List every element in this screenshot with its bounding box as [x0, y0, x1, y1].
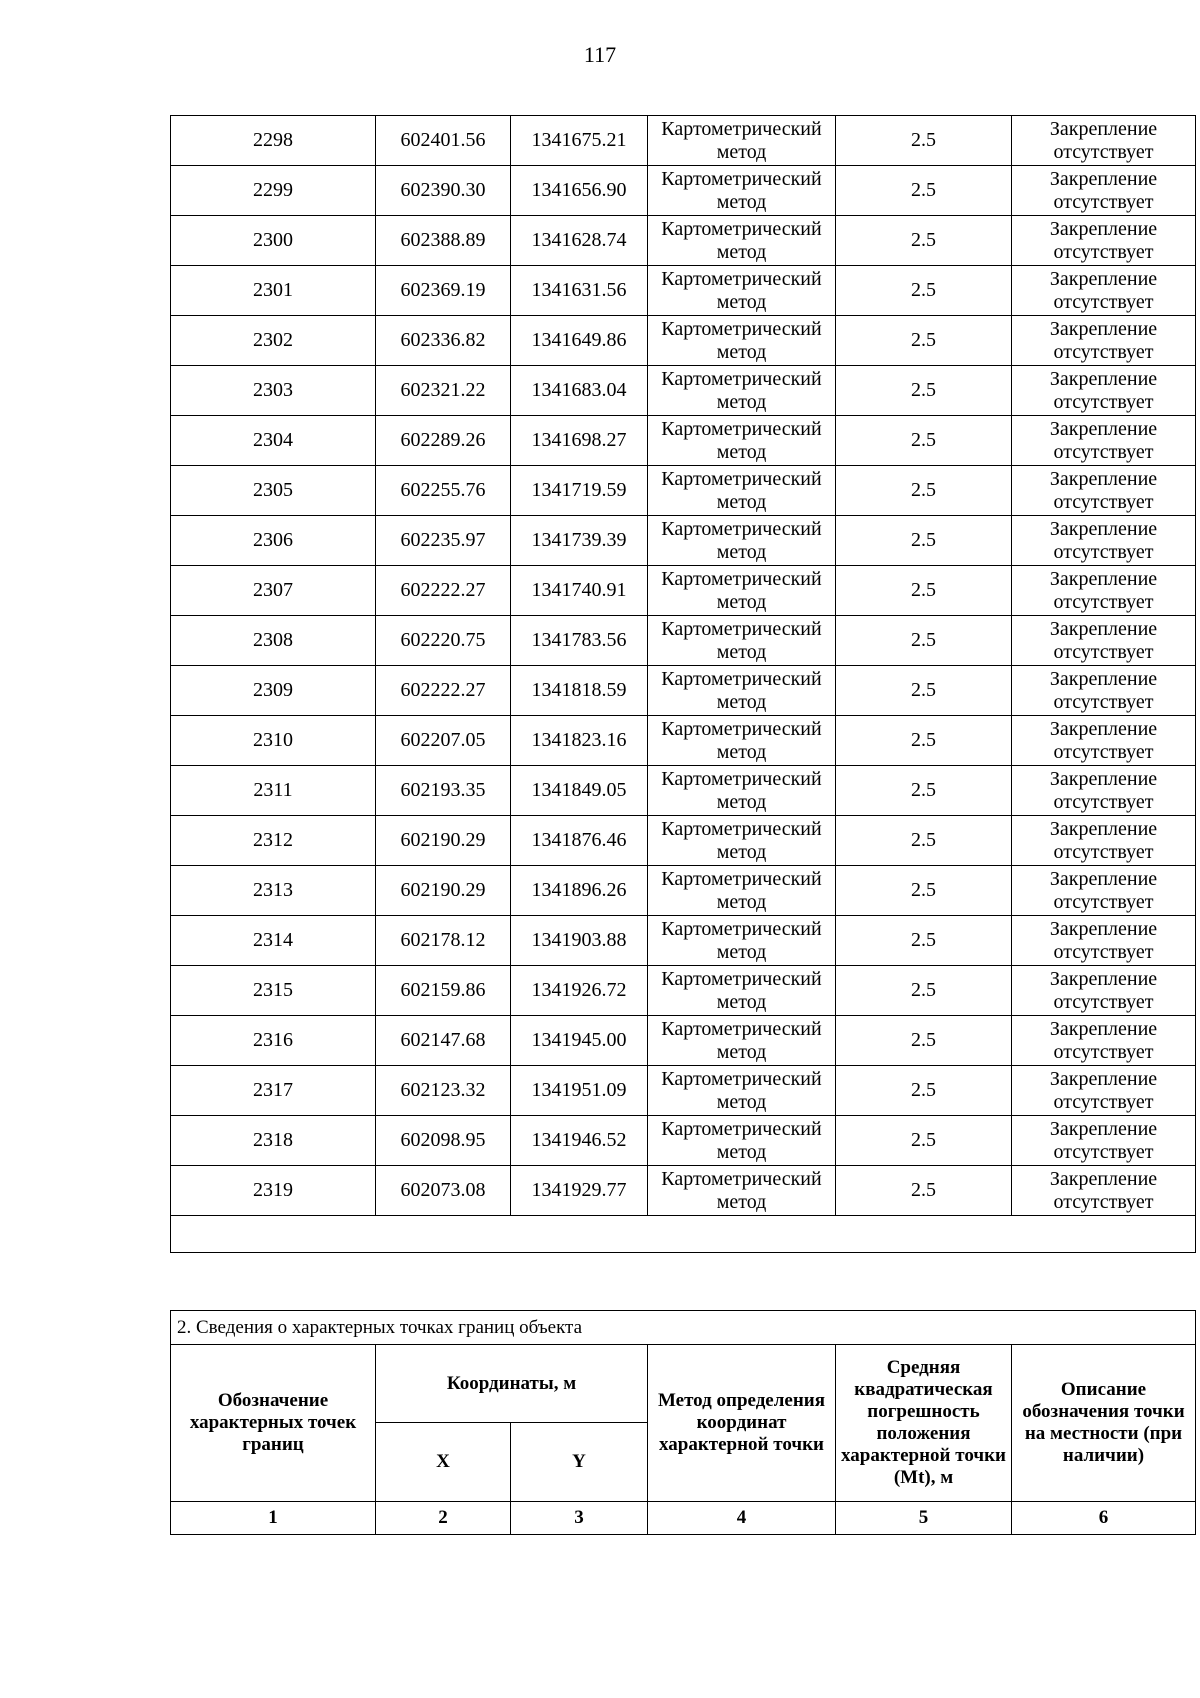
description-cell: Закрепление отсутствует	[1012, 1066, 1196, 1116]
point-id-cell: 2310	[171, 716, 376, 766]
y-coordinate-cell: 1341951.09	[511, 1066, 648, 1116]
method-cell: Картометрический метод	[648, 266, 836, 316]
point-id-cell: 2309	[171, 666, 376, 716]
description-cell: Закрепление отсутствует	[1012, 666, 1196, 716]
empty-row	[171, 1216, 1196, 1253]
y-coordinate-cell: 1341656.90	[511, 166, 648, 216]
y-coordinate-cell: 1341649.86	[511, 316, 648, 366]
x-coordinate-cell: 602321.22	[376, 366, 511, 416]
point-id-cell: 2306	[171, 516, 376, 566]
x-coordinate-cell: 602207.05	[376, 716, 511, 766]
table-row	[171, 616, 1196, 666]
point-id-cell: 2318	[171, 1116, 376, 1166]
y-coordinate-cell: 1341929.77	[511, 1166, 648, 1216]
empty-cell	[171, 1216, 1196, 1253]
mt-cell: 2.5	[836, 966, 1012, 1016]
method-cell: Картометрический метод	[648, 916, 836, 966]
y-coordinate-cell: 1341946.52	[511, 1116, 648, 1166]
method-cell: Картометрический метод	[648, 666, 836, 716]
method-cell: Картометрический метод	[648, 316, 836, 366]
column-number-2: 2	[376, 1502, 511, 1535]
table-row	[171, 366, 1196, 416]
table-row	[171, 466, 1196, 516]
y-coordinate-cell: 1341675.21	[511, 116, 648, 166]
mt-cell: 2.5	[836, 316, 1012, 366]
method-cell: Картометрический метод	[648, 116, 836, 166]
method-cell: Картометрический метод	[648, 416, 836, 466]
y-coordinate-cell: 1341849.05	[511, 766, 648, 816]
table-row	[171, 766, 1196, 816]
method-cell: Картометрический метод	[648, 566, 836, 616]
method-cell: Картометрический метод	[648, 516, 836, 566]
table-row	[171, 266, 1196, 316]
mt-cell: 2.5	[836, 116, 1012, 166]
mt-cell: 2.5	[836, 616, 1012, 666]
mt-cell: 2.5	[836, 416, 1012, 466]
y-coordinate-cell: 1341740.91	[511, 566, 648, 616]
description-cell: Закрепление отсутствует	[1012, 866, 1196, 916]
description-cell: Закрепление отсутствует	[1012, 766, 1196, 816]
section-title: 2. Сведения о характерных точках границ объекта	[171, 1311, 1196, 1345]
mt-cell: 2.5	[836, 916, 1012, 966]
mt-cell: 2.5	[836, 1166, 1012, 1216]
method-cell: Картометрический метод	[648, 216, 836, 266]
y-coordinate-cell: 1341631.56	[511, 266, 648, 316]
description-cell: Закрепление отсутствует	[1012, 516, 1196, 566]
column-number-5: 5	[836, 1502, 1012, 1535]
point-id-cell: 2305	[171, 466, 376, 516]
description-cell: Закрепление отсутствует	[1012, 266, 1196, 316]
point-id-cell: 2319	[171, 1166, 376, 1216]
method-cell: Картометрический метод	[648, 766, 836, 816]
mt-cell: 2.5	[836, 466, 1012, 516]
table-row	[171, 1016, 1196, 1066]
y-coordinate-cell: 1341876.46	[511, 816, 648, 866]
method-cell: Картометрический метод	[648, 816, 836, 866]
description-cell: Закрепление отсутствует	[1012, 616, 1196, 666]
x-coordinate-cell: 602190.29	[376, 816, 511, 866]
point-id-cell: 2314	[171, 916, 376, 966]
y-coordinate-cell: 1341903.88	[511, 916, 648, 966]
y-coordinate-cell: 1341719.59	[511, 466, 648, 516]
method-cell: Картометрический метод	[648, 616, 836, 666]
x-coordinate-cell: 602220.75	[376, 616, 511, 666]
column-number-4: 4	[648, 1502, 836, 1535]
header-x: X	[376, 1423, 511, 1502]
table-row	[171, 1116, 1196, 1166]
boundary-points-table	[170, 115, 1196, 1253]
description-cell: Закрепление отсутствует	[1012, 716, 1196, 766]
header-coordinates: Координаты, м	[376, 1345, 648, 1423]
description-cell: Закрепление отсутствует	[1012, 116, 1196, 166]
mt-cell: 2.5	[836, 1066, 1012, 1116]
description-cell: Закрепление отсутствует	[1012, 466, 1196, 516]
x-coordinate-cell: 602289.26	[376, 416, 511, 466]
y-coordinate-cell: 1341823.16	[511, 716, 648, 766]
table-row	[171, 666, 1196, 716]
column-number-3: 3	[511, 1502, 648, 1535]
y-coordinate-cell: 1341926.72	[511, 966, 648, 1016]
y-coordinate-cell: 1341683.04	[511, 366, 648, 416]
x-coordinate-cell: 602369.19	[376, 266, 511, 316]
mt-cell: 2.5	[836, 1016, 1012, 1066]
mt-cell: 2.5	[836, 866, 1012, 916]
method-cell: Картометрический метод	[648, 1116, 836, 1166]
mt-cell: 2.5	[836, 1116, 1012, 1166]
description-cell: Закрепление отсутствует	[1012, 816, 1196, 866]
description-cell: Закрепление отсутствует	[1012, 366, 1196, 416]
method-cell: Картометрический метод	[648, 966, 836, 1016]
description-cell: Закрепление отсутствует	[1012, 416, 1196, 466]
x-coordinate-cell: 602147.68	[376, 1016, 511, 1066]
point-id-cell: 2302	[171, 316, 376, 366]
mt-cell: 2.5	[836, 166, 1012, 216]
header-point-designation: Обозначение характерных точек границ	[171, 1345, 376, 1502]
column-number-1: 1	[171, 1502, 376, 1535]
description-cell: Закрепление отсутствует	[1012, 966, 1196, 1016]
table-row	[171, 966, 1196, 1016]
table-row	[171, 716, 1196, 766]
x-coordinate-cell: 602388.89	[376, 216, 511, 266]
table-row	[171, 116, 1196, 166]
section-2-table	[170, 1310, 1196, 1535]
point-id-cell: 2300	[171, 216, 376, 266]
description-cell: Закрепление отсутствует	[1012, 1016, 1196, 1066]
method-cell: Картометрический метод	[648, 1016, 836, 1066]
point-id-cell: 2312	[171, 816, 376, 866]
point-id-cell: 2315	[171, 966, 376, 1016]
y-coordinate-cell: 1341698.27	[511, 416, 648, 466]
point-id-cell: 2301	[171, 266, 376, 316]
mt-cell: 2.5	[836, 516, 1012, 566]
mt-cell: 2.5	[836, 266, 1012, 316]
method-cell: Картометрический метод	[648, 716, 836, 766]
x-coordinate-cell: 602190.29	[376, 866, 511, 916]
point-id-cell: 2316	[171, 1016, 376, 1066]
description-cell: Закрепление отсутствует	[1012, 566, 1196, 616]
mt-cell: 2.5	[836, 766, 1012, 816]
x-coordinate-cell: 602098.95	[376, 1116, 511, 1166]
y-coordinate-cell: 1341739.39	[511, 516, 648, 566]
method-cell: Картометрический метод	[648, 866, 836, 916]
y-coordinate-cell: 1341818.59	[511, 666, 648, 716]
page-number: 117	[583, 42, 617, 67]
header-y: Y	[511, 1423, 648, 1502]
mt-cell: 2.5	[836, 216, 1012, 266]
x-coordinate-cell: 602073.08	[376, 1166, 511, 1216]
point-id-cell: 2304	[171, 416, 376, 466]
x-coordinate-cell: 602401.56	[376, 116, 511, 166]
description-cell: Закрепление отсутствует	[1012, 1166, 1196, 1216]
description-cell: Закрепление отсутствует	[1012, 1116, 1196, 1166]
table-row	[171, 1166, 1196, 1216]
header-method: Метод определения координат характерной точки	[648, 1345, 836, 1502]
table-row	[171, 916, 1196, 966]
y-coordinate-cell: 1341896.26	[511, 866, 648, 916]
point-id-cell: 2308	[171, 616, 376, 666]
mt-cell: 2.5	[836, 716, 1012, 766]
table-row	[171, 866, 1196, 916]
method-cell: Картометрический метод	[648, 466, 836, 516]
x-coordinate-cell: 602390.30	[376, 166, 511, 216]
point-id-cell: 2299	[171, 166, 376, 216]
mt-cell: 2.5	[836, 366, 1012, 416]
point-id-cell: 2298	[171, 116, 376, 166]
point-id-cell: 2313	[171, 866, 376, 916]
mt-cell: 2.5	[836, 666, 1012, 716]
point-id-cell: 2311	[171, 766, 376, 816]
description-cell: Закрепление отсутствует	[1012, 916, 1196, 966]
y-coordinate-cell: 1341945.00	[511, 1016, 648, 1066]
x-coordinate-cell: 602235.97	[376, 516, 511, 566]
x-coordinate-cell: 602159.86	[376, 966, 511, 1016]
header-description: Описание обозначения точки на местности (при наличии)	[1012, 1345, 1196, 1502]
table-row	[171, 816, 1196, 866]
description-cell: Закрепление отсутствует	[1012, 316, 1196, 366]
method-cell: Картометрический метод	[648, 1066, 836, 1116]
table-row	[171, 216, 1196, 266]
table-row	[171, 566, 1196, 616]
description-cell: Закрепление отсутствует	[1012, 166, 1196, 216]
method-cell: Картометрический метод	[648, 1166, 836, 1216]
point-id-cell: 2303	[171, 366, 376, 416]
x-coordinate-cell: 602336.82	[376, 316, 511, 366]
y-coordinate-cell: 1341783.56	[511, 616, 648, 666]
x-coordinate-cell: 602255.76	[376, 466, 511, 516]
table-row	[171, 166, 1196, 216]
point-id-cell: 2307	[171, 566, 376, 616]
mt-cell: 2.5	[836, 566, 1012, 616]
x-coordinate-cell: 602123.32	[376, 1066, 511, 1116]
table-row	[171, 316, 1196, 366]
mt-cell: 2.5	[836, 816, 1012, 866]
table-row	[171, 1066, 1196, 1116]
x-coordinate-cell: 602222.27	[376, 666, 511, 716]
x-coordinate-cell: 602193.35	[376, 766, 511, 816]
table-row	[171, 516, 1196, 566]
x-coordinate-cell: 602178.12	[376, 916, 511, 966]
method-cell: Картометрический метод	[648, 166, 836, 216]
method-cell: Картометрический метод	[648, 366, 836, 416]
header-mt: Средняя квадратическая погрешность положения характерной точки (Mt), м	[836, 1345, 1012, 1502]
description-cell: Закрепление отсутствует	[1012, 216, 1196, 266]
point-id-cell: 2317	[171, 1066, 376, 1116]
table-row	[171, 416, 1196, 466]
x-coordinate-cell: 602222.27	[376, 566, 511, 616]
column-number-6: 6	[1012, 1502, 1196, 1535]
y-coordinate-cell: 1341628.74	[511, 216, 648, 266]
